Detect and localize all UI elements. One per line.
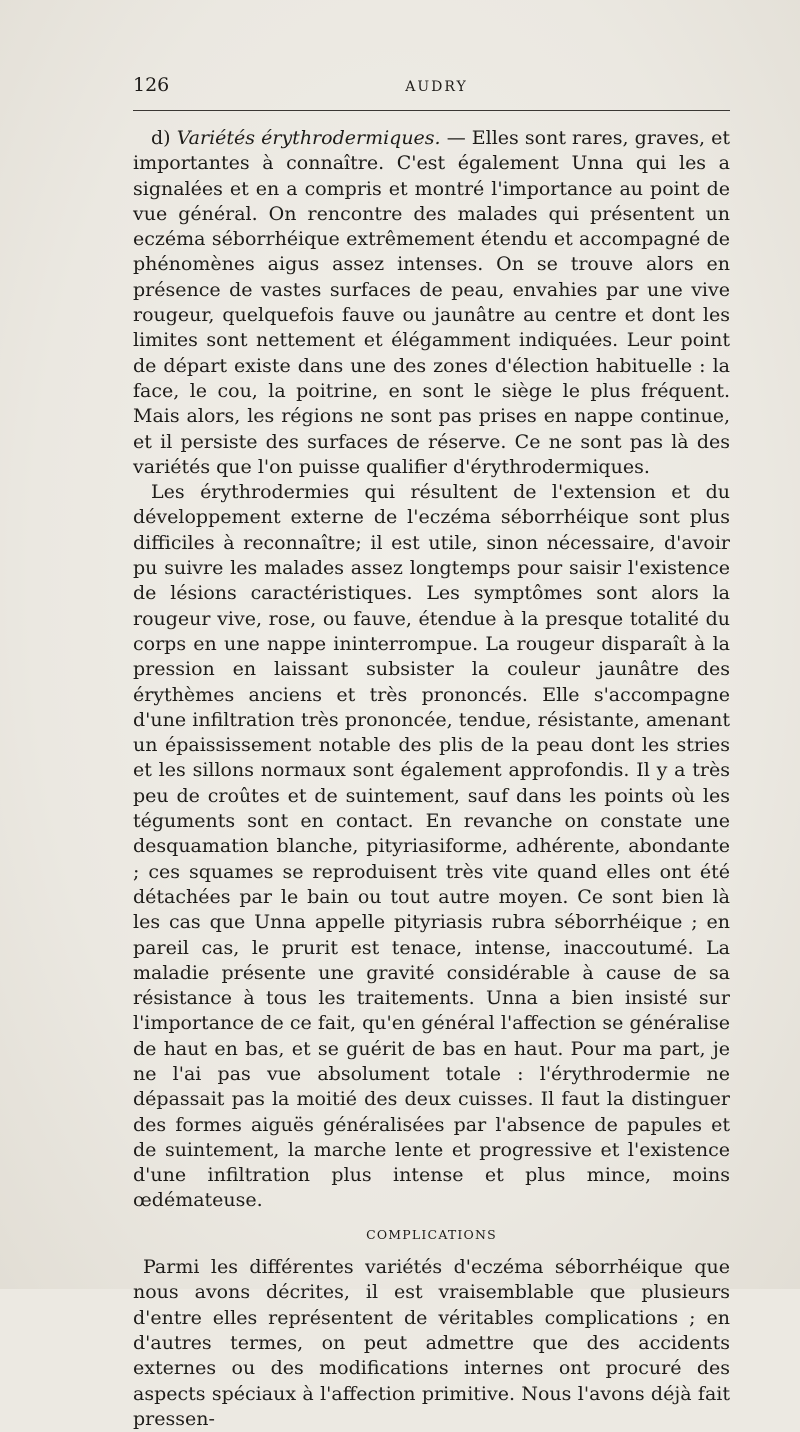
paragraph-varietes-erythrodermiques <box>133 126 730 480</box>
section-label: d) <box>151 127 171 149</box>
body-text <box>133 126 730 1432</box>
page-header <box>133 70 730 100</box>
paragraph-text: — Elles sont rares, graves, et importantes à connaître. C'est également Unna qui les a signalées et en a compris et montré l'importance au point de vue général. On rencontre des malades qui présentent un eczéma séborrhéique extrêmement étendu et accompagné de phénomènes aigus assez intenses. On se trouve alors en présence de vastes surfaces de peau, envahies par une vive rougeur, quelquefois fauve ou jaunâtre au centre et dont les limites sont nettement et élégamment indiquées. Leur point de départ existe dans une des zones d'élection habituelle : la face, le cou, la poitrine, en sont le siège le plus fréquent. Mais alors, les régions ne sont pas prises en nappe continue, et il persiste des surfaces de réserve. Ce ne sont pas là des variétés que l'on puisse qualifier d'érythrodermiques. <box>133 127 730 478</box>
paragraph-erythrodermies: Les érythrodermies qui résultent de l'extension et du développement externe de l'eczéma séborrhéique sont plus difficiles à reconnaître; il est utile, sinon nécessaire, d'avoir pu suivre les malades assez longtemps pour saisir l'existence de lésions caractéristiques. Les symptômes sont alors la rougeur vive, rose, ou fauve, étendue à la presque totalité du corps en une nappe ininterrompue. La rougeur disparaît à la pression en laissant subsister la couleur jaunâtre des érythèmes anciens et très prononcés. Elle s'accompagne d'une infiltration très prononcée, tendue, résistante, amenant un épaississement notable des plis de la peau dont les stries et les sillons normaux sont également approfondis. Il y a très peu de croûtes et de suintement, sauf dans les points où les téguments sont en contact. En revanche on constate une desquamation blanche, pityriasiforme, adhérente, abondante ; ces squames se reproduisent très vite quand elles ont été détachées par le bain ou tout autre moyen. Ce sont bien là les cas que Unna appelle pityriasis rubra séborrhéique ; en pareil cas, le prurit est tenace, intense, inaccoutumé. La maladie présente une gravité considérable à cause de sa résistance à tous les traitements. Unna a bien insisté sur l'importance de ce fait, qu'en général l'affection se généralise de haut en bas, et se guérit de bas en haut. Pour ma part, je ne l'ai pas vue absolument totale : l'érythrodermie ne dépassait pas la moitié des deux cuisses. Il faut la distinguer des formes aiguës généralisées par l'absence de papules et de suintement, la marche lente et progressive et l'existence d'une infiltration plus intense et plus mince, moins œdémateuse. <box>133 481 730 1212</box>
page-number: 126 <box>133 74 170 96</box>
section-title: Variétés érythrodermiques. <box>176 127 441 149</box>
running-title: AUDRY <box>405 79 468 95</box>
paragraph-complications: Parmi les différentes variétés d'eczéma séborrhéique que nous avons décrites, il est vraisemblable que plusieurs d'entre elles représentent de véritables complications ; en d'autres termes, on peut admettre que des accidents externes ou des modifications internes ont procuré des aspects spéciaux à l'affection primitive. Nous l'avons déjà fait pressen- <box>133 1256 730 1430</box>
section-heading-complications: COMPLICATIONS <box>366 1226 497 1242</box>
header-rule <box>133 110 730 111</box>
